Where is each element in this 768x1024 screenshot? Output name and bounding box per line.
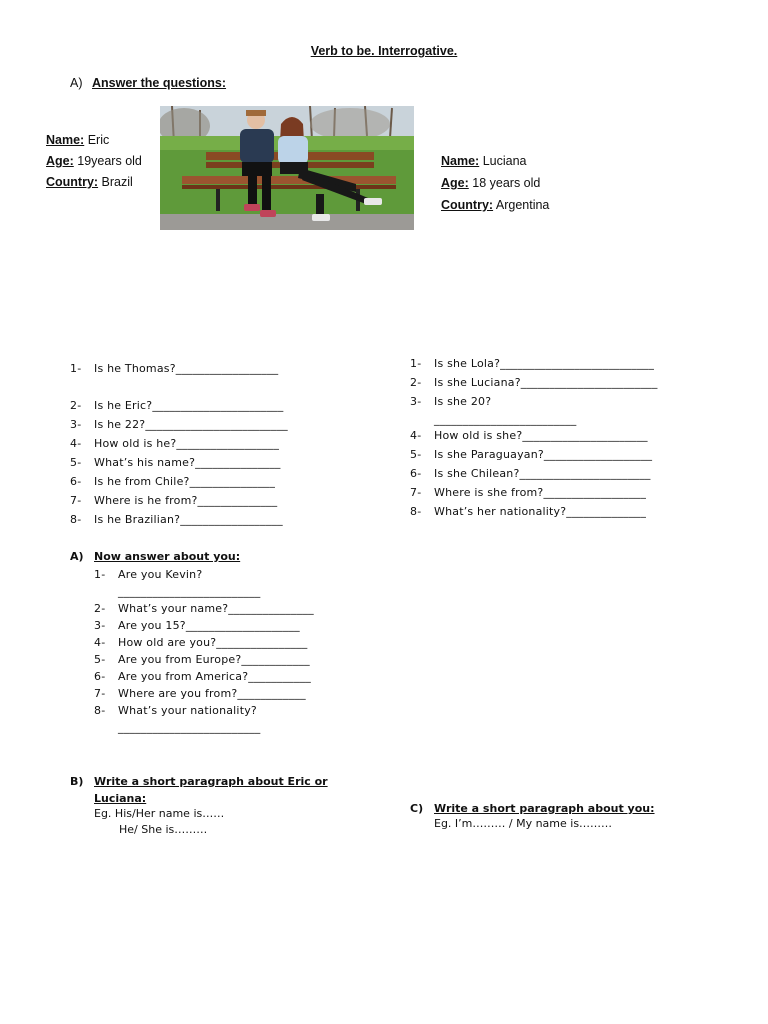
answer-line [410,411,658,427]
country-value: Brazil [98,175,133,189]
section-c-heading [410,800,655,817]
question-item [70,416,288,435]
section-c-example: Eg. I’m……… / My name is……… [434,817,613,830]
question-item [410,503,658,522]
question-text: What’s her nationality?______________ [434,505,647,518]
question-text: Are you 15?____________________ [118,619,300,632]
question-item [410,393,658,411]
section-heading: Now answer about you: [94,550,241,563]
profile-eric [46,130,142,193]
question-item [94,702,314,719]
section-heading-line2: Luciana: [94,792,147,805]
country-label: Country: [441,198,494,212]
answer-line [94,583,314,600]
section-b-heading [70,773,328,807]
question-item [94,668,314,685]
question-item [70,435,288,454]
question-number: 6- [94,670,106,683]
question-number: 5- [94,653,106,666]
question-text: What’s your name?_______________ [118,602,314,615]
question-text: How old is she?______________________ [434,429,648,442]
question-text: Is she 20? [434,395,492,408]
question-number: 6- [70,475,82,488]
age-label: Age: [441,176,469,190]
question-number: 3- [70,418,82,431]
question-number: 3- [410,395,422,408]
section-letter: A) [70,550,84,563]
question-number: 1- [70,362,82,375]
question-text: _________________________ [118,585,261,598]
question-text: Where is he from?______________ [94,494,278,507]
age-value: 18 years old [468,176,541,190]
question-text: Are you from America?___________ [118,670,311,683]
question-text: Is he Thomas?__________________ [94,362,279,375]
she-questions [410,355,658,522]
section-letter: C) [410,802,424,815]
question-number: 7- [94,687,106,700]
question-number: 2- [94,602,106,615]
question-number: 5- [70,456,82,469]
question-text: How old is he?__________________ [94,437,280,450]
question-number: 4- [410,429,422,442]
answer-line [94,719,314,736]
he-questions [70,360,288,530]
name-value: Luciana [479,154,527,168]
question-text: Is he Eric?_______________________ [94,399,284,412]
question-item [94,566,314,583]
question-number: 7- [70,494,82,507]
name-label: Name: [46,133,85,147]
question-item [70,473,288,492]
section-letter: A) [70,76,83,90]
country-value: Argentina [493,198,550,212]
question-text: Are you Kevin? [118,568,203,581]
section-heading: Write a short paragraph about Eric or [94,775,328,788]
question-item [70,454,288,473]
question-text: Is she Chilean?_______________________ [434,467,651,480]
example-line: Eg. His/Her name is…… [94,807,225,820]
profile-luciana [441,150,549,216]
question-number: 8- [410,505,422,518]
question-text: What’s your nationality? [118,704,257,717]
question-number: 2- [410,376,422,389]
question-text: How old are you?________________ [118,636,308,649]
question-item [94,600,314,617]
you-questions [94,566,314,736]
question-number: 4- [70,437,82,450]
question-number: 2- [70,399,82,412]
question-text: Is he 22?_________________________ [94,418,288,431]
question-item [410,427,658,446]
question-number: 1- [94,568,106,581]
age-value: 19years old [73,154,142,168]
question-number: 8- [94,704,106,717]
section-a-about-you-heading [70,548,240,565]
photo-illustration [160,106,414,230]
name-label: Name: [441,154,480,168]
question-number: 4- [94,636,106,649]
question-item [70,492,288,511]
question-item [94,634,314,651]
name-value: Eric [84,133,110,147]
question-number: 5- [410,448,422,461]
question-text: _________________________ [434,413,577,426]
photo-couple-on-bench [160,106,414,230]
question-number: 8- [70,513,82,526]
question-item [70,511,288,530]
section-heading: Answer the questions: [92,76,227,90]
section-b-example [94,806,224,838]
question-item [410,446,658,465]
country-label: Country: [46,175,99,189]
question-item [410,465,658,484]
question-text: Is he from Chile?_______________ [94,475,276,488]
section-heading: Write a short paragraph about you: [434,802,655,815]
question-text: Is she Paraguayan?___________________ [434,448,653,461]
question-text: Where are you from?____________ [118,687,306,700]
question-text: Is she Luciana?________________________ [434,376,658,389]
question-item [94,617,314,634]
age-label: Age: [46,154,74,168]
question-item [70,397,288,416]
question-text: Where is she from?__________________ [434,486,647,499]
example-line: He/ She is……… [119,823,208,836]
question-item [94,685,314,702]
question-text: Are you from Europe?____________ [118,653,310,666]
question-item [70,360,288,379]
question-text: Is he Brazilian?__________________ [94,513,283,526]
question-text: What’s his name?_______________ [94,456,281,469]
question-number: 6- [410,467,422,480]
section-letter: B) [70,775,84,788]
question-item [410,484,658,503]
question-text: _________________________ [118,721,261,734]
question-item [410,374,658,393]
question-number: 7- [410,486,422,499]
question-item [94,651,314,668]
section-a-answer-questions [70,76,226,90]
question-item [410,355,658,374]
question-number: 3- [94,619,106,632]
question-number: 1- [410,357,422,370]
page-title: Verb to be. Interrogative. [310,44,458,58]
question-text: Is she Lola?___________________________ [434,357,655,370]
